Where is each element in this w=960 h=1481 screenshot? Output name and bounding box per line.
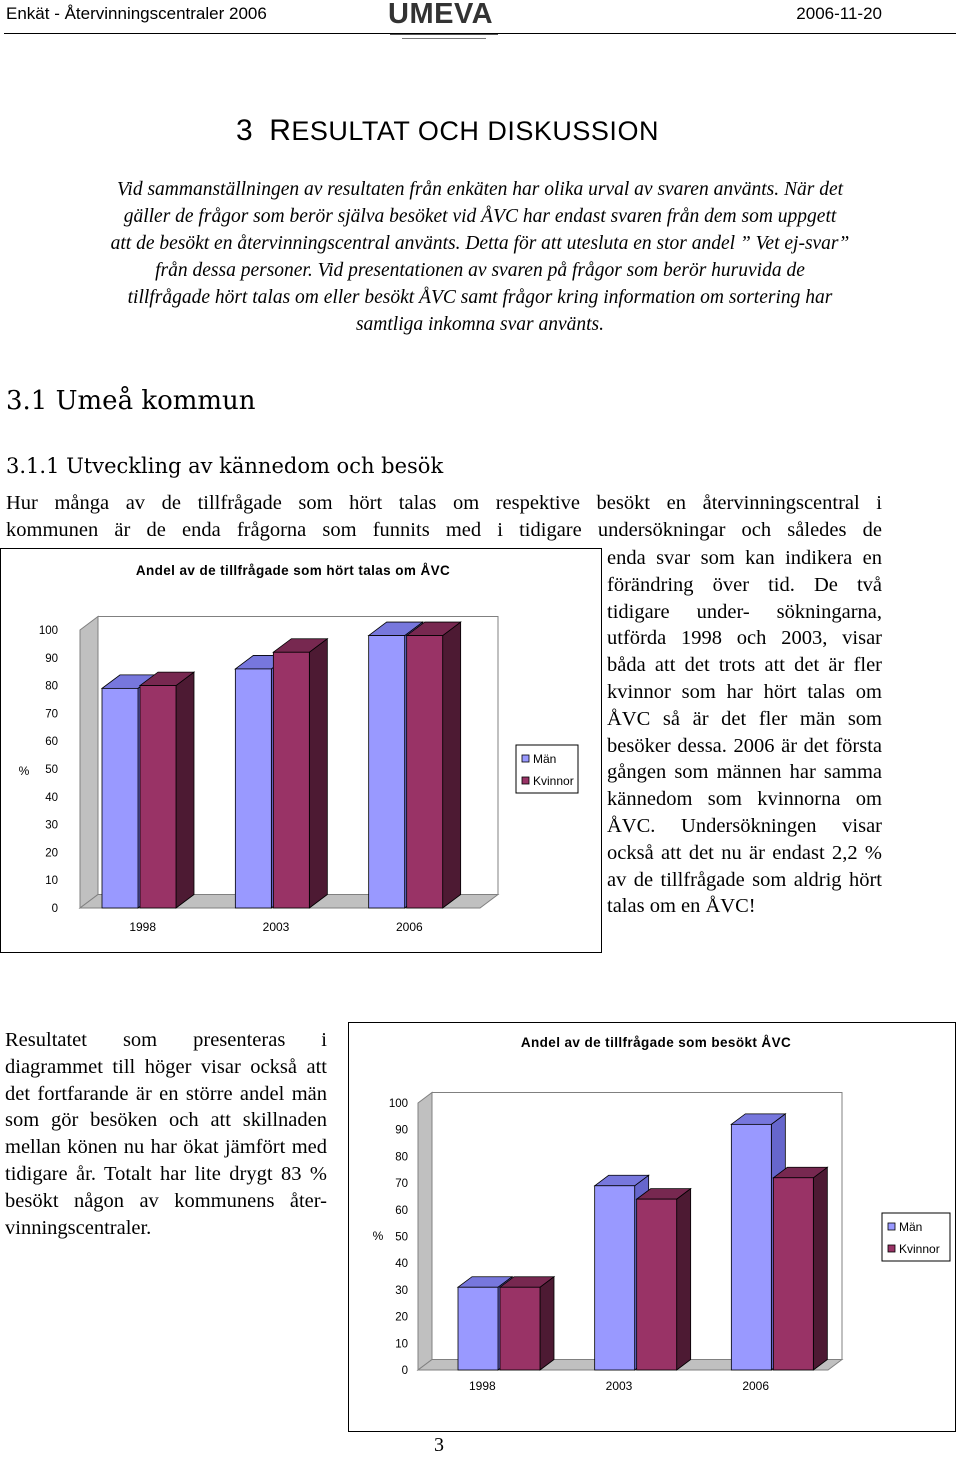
header-document-title: Enkät - Återvinningscentraler 2006 — [6, 4, 267, 23]
y-tick-label: 10 — [395, 1338, 408, 1351]
y-tick-label: 20 — [45, 847, 58, 860]
bar-man-2003 — [595, 1186, 635, 1370]
y-tick-label: 40 — [45, 791, 58, 804]
chart-title: Andel av de tillfrågade som hört talas om ÅVC — [135, 563, 451, 578]
section-title-rest: ESULTAT OCH DISKUSSION — [291, 116, 659, 146]
subsubsection-heading: 3.1.1 Utveckling av kännedom och besök — [6, 454, 444, 478]
y-tick-label: 80 — [395, 1151, 408, 1164]
intro-line: att de besökt en återvinningscentral använts. Detta för att utesluta en stor andel ” Vet ej-svar” — [110, 233, 850, 254]
legend-swatch — [522, 777, 529, 784]
logo-underline-thin — [402, 38, 486, 39]
section-title-initial: R — [269, 114, 292, 147]
y-tick-label: 0 — [51, 903, 58, 915]
bar-side — [443, 622, 461, 908]
x-tick-label: 2003 — [605, 1379, 633, 1393]
legend-swatch — [522, 755, 529, 762]
body-line: kommunen är de enda frågorna som funnits med i tidigare undersökningar och således de — [6, 519, 882, 541]
section-heading — [236, 114, 659, 148]
side-text-left: Resultatet som presenteras i diagrammet till höger visar också att det fortfarande är en större andel män som gör besöken och att skillnaden mellan könen nu har ökat jämfört med tidigare år. Totalt har lite drygt 83 % besökt någon av kommunens åter- vinningscentraler. — [5, 1029, 327, 1239]
y-tick-label: 60 — [395, 1204, 408, 1217]
chart-side-wall — [418, 1093, 432, 1371]
intro-line: Vid sammanställningen av resultaten från enkäten har olika urval av svaren använts. När det — [116, 179, 844, 200]
bar-woman-2006 — [407, 636, 443, 908]
x-tick-label: 1998 — [129, 920, 157, 934]
bar-man-2006 — [731, 1124, 771, 1370]
bar-side — [677, 1189, 691, 1370]
bar-man-1998 — [102, 688, 138, 908]
chart-heard-of-avc — [0, 548, 602, 953]
bar-man-2003 — [235, 669, 271, 908]
x-tick-label: 2003 — [262, 920, 290, 934]
y-tick-label: 50 — [395, 1231, 408, 1244]
intro-line: tillfrågade hört talas om eller besökt ÅVC samt frågor kring information om sortering har — [127, 287, 833, 308]
y-tick-label: 40 — [395, 1258, 408, 1271]
bar-side — [176, 672, 194, 908]
y-tick-label: 60 — [45, 736, 58, 749]
legend-label: Män — [533, 752, 557, 766]
y-tick-label: 70 — [45, 708, 58, 721]
legend-label: Män — [899, 1220, 923, 1234]
umeva-logo — [388, 0, 500, 46]
y-tick-label: 0 — [401, 1365, 408, 1377]
body-line: Hur många av de tillfrågade som hört talas om respektive besökt en återvinningscentral i — [6, 492, 882, 514]
bar-woman-2006 — [773, 1178, 813, 1370]
x-tick-label: 2006 — [395, 920, 423, 934]
y-tick-label: 50 — [45, 764, 58, 776]
side-text-right: enda svar som kan indikera en förändring över tid. De två tidigare under- sökningarna, utförda 1998 och 2003, visar båda att det trots att det är fler kvinnor som har hört talas om ÅVC så är det fler män som besöker dessa. 2006 är det första gången som männen har samma kännedom som kvinnorna om ÅVC. Undersökningen visar också att det nu är endast 2,2 % av de tillfrågade som aldrig hört talas om en ÅVC! — [607, 547, 882, 918]
legend-label: Kvinnor — [899, 1242, 940, 1256]
intro-line: gäller de frågor som berör själva besöket vid ÅVC har endast svaren från dem som uppgett — [123, 206, 837, 227]
y-tick-label: 30 — [395, 1284, 408, 1297]
bar-man-1998 — [458, 1287, 498, 1370]
header-date: 2006-11-20 — [796, 4, 882, 23]
bar-woman-1998 — [140, 686, 176, 908]
y-tick-label: 90 — [395, 1124, 408, 1137]
bar-side — [540, 1277, 554, 1370]
y-tick-label: 10 — [45, 875, 58, 888]
intro-line: från dessa personer. Vid presentationen av svaren på frågor som berör huruvida de — [155, 260, 805, 281]
y-tick-label: 70 — [395, 1178, 408, 1191]
intro-paragraph — [4, 176, 956, 338]
chart-svg — [348, 1022, 956, 1432]
bar-woman-2003 — [273, 652, 309, 908]
y-tick-label: 100 — [388, 1098, 408, 1110]
bar-side — [309, 639, 327, 908]
y-tick-label: 100 — [38, 625, 58, 637]
intro-line: samtliga inkomna svar använts. — [355, 314, 605, 335]
chart-visited-avc — [348, 1022, 956, 1432]
section-number: 3 — [236, 114, 254, 147]
y-tick-label: 30 — [45, 819, 58, 832]
page-number: 3 — [434, 1434, 444, 1456]
legend-label: Kvinnor — [533, 774, 574, 788]
chart-title: Andel av de tillfrågade som besökt ÅVC — [520, 1035, 792, 1050]
bar-woman-1998 — [500, 1287, 540, 1370]
y-axis-label: % — [372, 1229, 384, 1243]
bar-man-2006 — [369, 636, 405, 908]
bar-woman-2003 — [637, 1199, 677, 1370]
y-axis-label: % — [18, 764, 30, 778]
x-tick-label: 2006 — [742, 1379, 770, 1393]
y-tick-label: 90 — [45, 652, 58, 665]
chart-svg — [0, 548, 602, 953]
subsection-heading: 3.1 Umeå kommun — [6, 386, 256, 416]
logo-word: UMEVA — [388, 0, 494, 30]
bar-side — [813, 1167, 827, 1370]
y-tick-label: 80 — [45, 680, 58, 693]
y-tick-label: 20 — [395, 1311, 408, 1324]
header-divider — [4, 33, 956, 34]
chart-side-wall — [80, 617, 98, 909]
legend-swatch — [888, 1245, 895, 1252]
body-paragraph — [6, 490, 882, 544]
x-tick-label: 1998 — [468, 1379, 496, 1393]
legend-swatch — [888, 1223, 895, 1230]
